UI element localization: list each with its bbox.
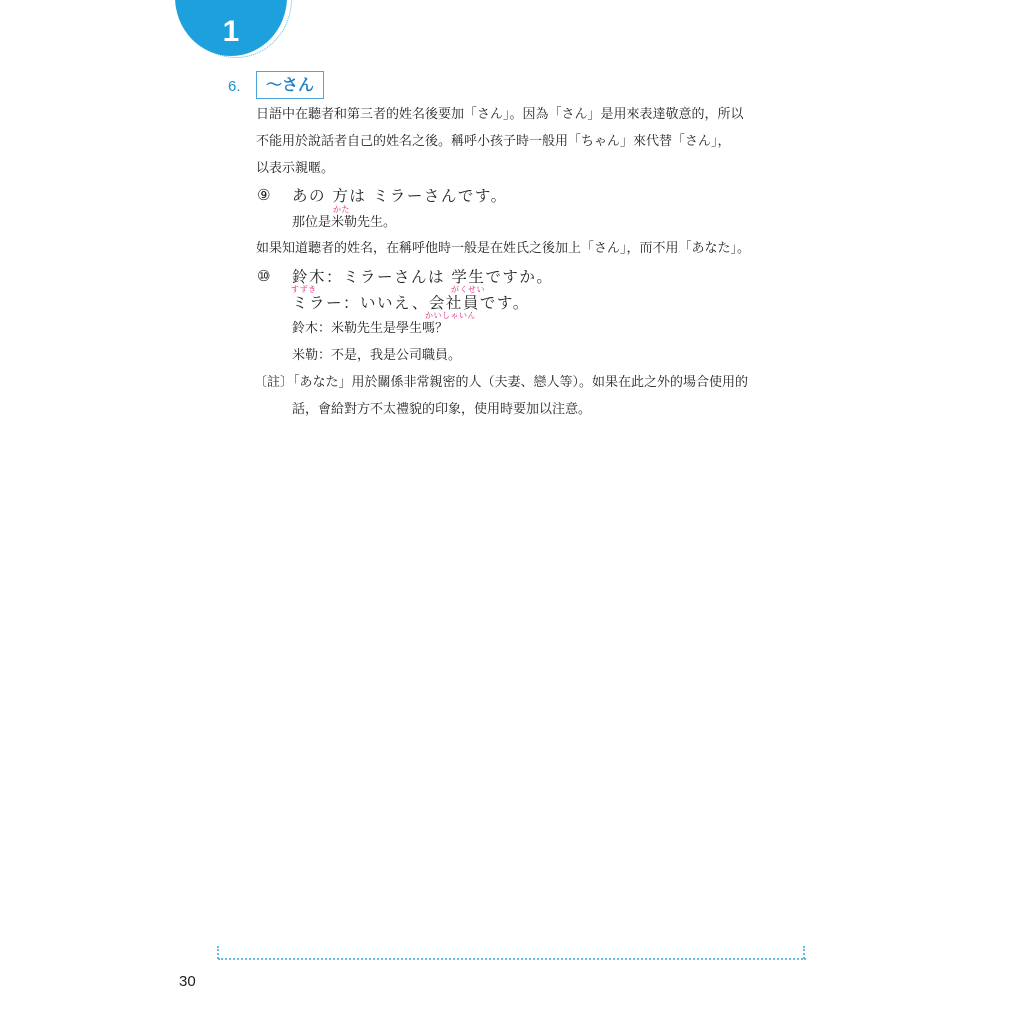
note-line: 話，會給對方不太禮貌的印象，使用時要加以注意。 [292, 402, 592, 417]
paragraph-line: 日語中在聽者和第三者的姓名後要加「さん」。因為「さん」是用來表達敬意的，所以 [256, 107, 744, 122]
paragraph-line: 如果知道聽者的姓名，在稱呼他時一般是在姓氏之後加上「さん」，而不用「あなた」。 [256, 241, 751, 256]
example-japanese: ミラー：いいえ、会社員です。 [292, 294, 530, 312]
example-translation: 鈴木：米勒先生是學生嗎？ [292, 321, 449, 336]
section-number: 6. [228, 78, 241, 95]
furigana: かいしゃいん [425, 311, 476, 320]
footer-divider-right [803, 946, 805, 959]
furigana: かた [333, 205, 350, 214]
furigana: すずき [291, 285, 317, 294]
paragraph-line: 不能用於說話者自己的姓名之後。稱呼小孩子時一般用「ちゃん」來代替「さん」， [256, 134, 731, 149]
example-translation: 米勒：不是，我是公司職員。 [292, 348, 462, 363]
example-marker: ⑨ [257, 186, 271, 204]
example-translation: 那位是米勒先生。 [292, 215, 397, 230]
footer-divider [218, 958, 806, 960]
section-title: ～さん [256, 71, 324, 99]
furigana: がくせい [451, 285, 485, 294]
page-number: 30 [179, 973, 196, 990]
chapter-number: 1 [222, 15, 240, 48]
note-line: 〔註〕「あなた」用於關係非常親密的人（夫妻、戀人等）。如果在此之外的場合使用的 [254, 375, 749, 390]
example-japanese: あの 方は ミラーさんです。 [292, 187, 508, 205]
paragraph-line: 以表示親暱。 [256, 161, 335, 176]
example-marker: ⑩ [257, 267, 271, 285]
example-japanese: 鈴木：ミラーさんは 学生ですか。 [292, 268, 554, 286]
